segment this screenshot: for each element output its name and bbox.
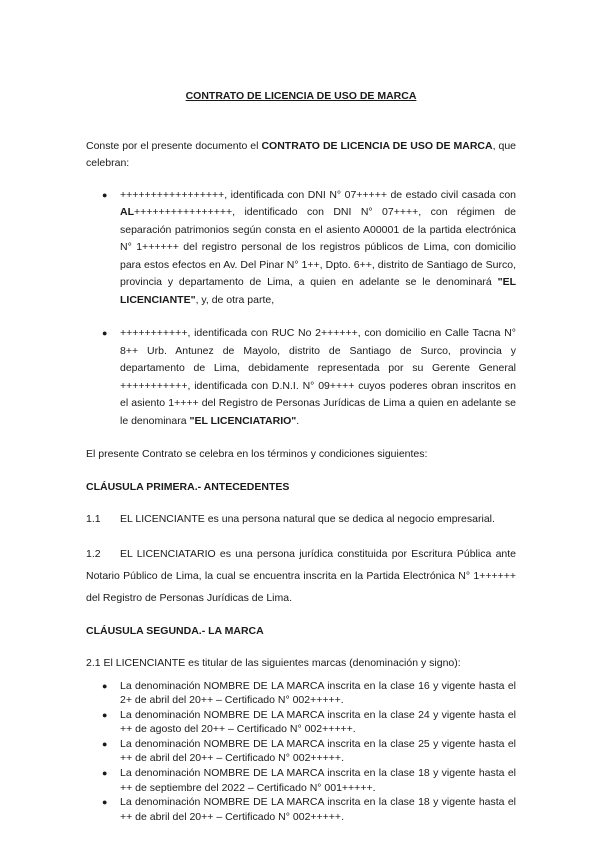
trademark-item: ● La denominación NOMBRE DE LA MARCA inscrita en la clase 16 y vigente hasta el 2+ de abril del 20++ – Certificado N° 002+++++. [120,679,516,708]
party1-text-1: +++++++++++++++++, identificada con DNI N° 07+++++ de estado civil casada con [120,188,516,201]
party2-text-2: . [296,414,300,427]
party2-bold-1: "EL LICENCIATARIO" [189,414,297,427]
party-licensor-item [120,187,516,310]
document-title: CONTRATO DE LICENCIA DE USO DE MARCA [185,90,417,102]
clause-1-1-number: 1.1 [86,513,101,525]
clause-1-2 [86,543,516,609]
intro-text-post: , que celebran: [86,139,517,169]
clause-1-2-number: 1.2 [86,547,101,560]
party1-bold-1: AL [120,206,134,218]
trademark-item: ● La denominación NOMBRE DE LA MARCA inscrita en la clase 18 y vigente hasta el ++ de abril del 20++ – Certificado N° 002+++++. [120,795,516,824]
clause-2-1: 2.1 El LICENCIANTE es titular de las siguientes marcas (denominación y signo): [86,657,461,669]
intro-paragraph [86,138,516,173]
party-licensee-item [120,325,516,430]
party1-bold-2: "EL LICENCIANTE" [120,276,516,306]
party1-text-3: , y, de otra parte, [195,293,275,306]
clause-1-2-text: EL LICENCIATARIO es una persona jurídica constituida por Escritura Pública ante Notario Público de Lima, la cual se encuentra inscrita en la Partida Electrónica N° 1++++++ del Registro de Personas Jurídicas de Lima. [86,547,516,604]
clause-1-heading: CLÁUSULA PRIMERA.- ANTECEDENTES [86,480,290,493]
trademarks-list [86,679,516,825]
clause-1-1-text: EL LICENCIANTE es una persona natural que se dedica al negocio empresarial. [120,513,495,525]
parties-list [86,187,516,431]
clause-1-1 [86,511,516,529]
trademark-item: ● La denominación NOMBRE DE LA MARCA inscrita en la clase 25 y vigente hasta el ++ de abril del 20++ – Certificado N° 002+++++. [120,737,516,766]
party1-text-2: ++++++++++++++++, identificado con DNI N° 07++++, con régimen de separación patrimonios según consta en el asiento A00001 de la partida electrónica N° 1++++++ del registro personal de los registros públicos de Lima, con domicilio para estos efectos en Av. Del Pinar N° 1++, Dpto. 6++, distrito de Santiago de Surco, provincia y departamento de Lima, a quien en adelante se le denominará [120,206,516,288]
trademark-item: ● La denominación NOMBRE DE LA MARCA inscrita en la clase 18 y vigente hasta el ++ de septiembre del 2022 – Certificado N° 001+++++. [120,766,516,795]
intro-text-bold: CONTRATO DE LICENCIA DE USO DE MARCA [261,139,493,152]
trademark-item: ● La denominación NOMBRE DE LA MARCA inscrita en la clase 24 y vigente hasta el ++ de agosto del 20++ – Certificado N° 002+++++. [120,708,516,737]
intro-text-pre: Conste por el presente documento el [86,139,262,152]
clause-2-heading: CLÁUSULA SEGUNDA.- LA MARCA [86,624,264,637]
terms-lead: El presente Contrato se celebra en los términos y condiciones siguientes: [86,448,428,460]
party2-text-1: +++++++++++, identificada con RUC No 2++++++, con domicilio en Calle Tacna N° 8++ Urb. Antunez de Mayolo, distrito de Santiago de Surco, provincia y departamento de Lima, debidamente representada por su Gerente General +++++++++++, identificada con D.N.I. N° 09++++ cuyos poderes obran inscritos en el asiento 1++++ del Registro de Personas Jurídicas de Lima a quien en adelante se le denominara [120,327,516,427]
